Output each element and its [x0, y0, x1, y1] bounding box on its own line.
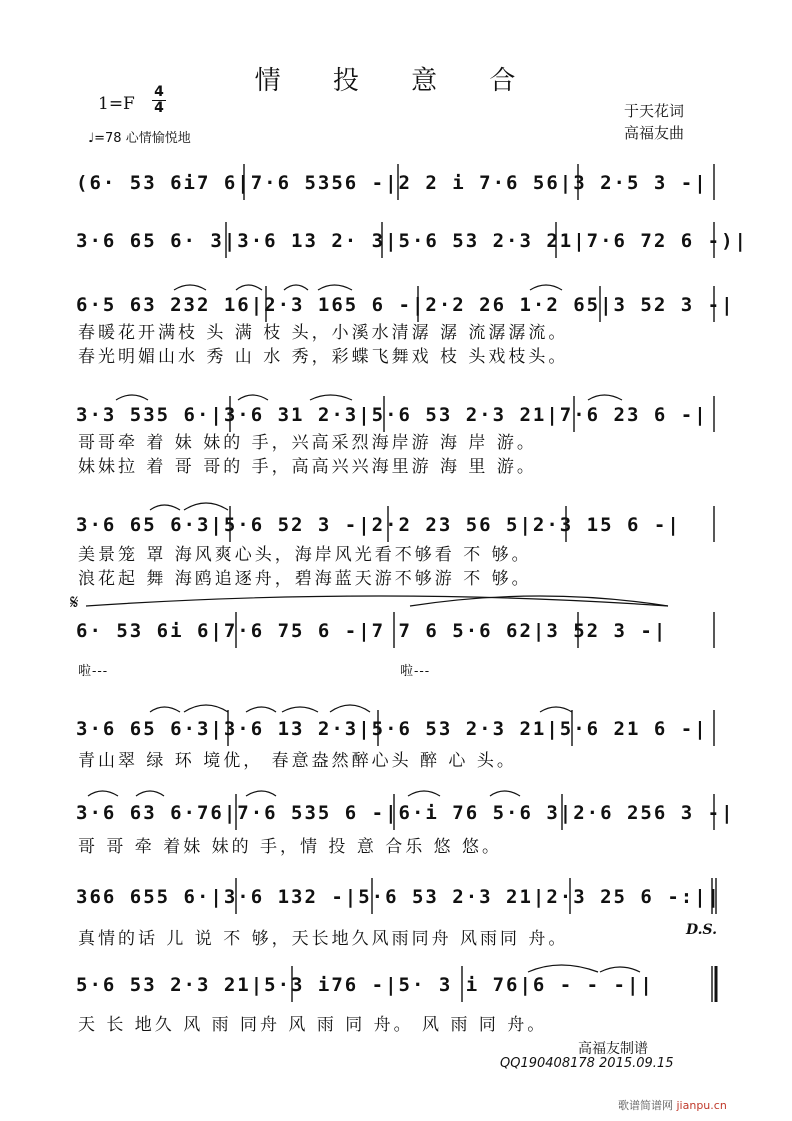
slur [150, 707, 180, 712]
slur [238, 395, 268, 400]
slur [184, 705, 228, 712]
time-signature-bottom: 4 [154, 100, 164, 116]
watermark [618, 1097, 727, 1113]
slur [246, 791, 276, 796]
slur [600, 967, 640, 972]
slur [150, 505, 180, 510]
time-signature-top: 4 [154, 84, 164, 100]
lyric-row-5-verse-1: 美景笼 罩 海风爽心头，海岸风光看不够看 不 够。 [78, 545, 532, 565]
tempo-marking: ♩=78 心情愉悦地 [88, 131, 191, 146]
lyric-row-7: 青山翠 绿 环 境优， 春意盎然醉心头 醉 心 头。 [78, 751, 517, 771]
arranger-credit: 高福友制谱 [578, 1041, 648, 1057]
slur [588, 395, 622, 400]
slur [236, 285, 262, 290]
slur [184, 503, 228, 510]
lyric-row-6-la-1: 啦--- [78, 664, 109, 679]
arranger-id-date: QQ190408178 2015.09.15 [500, 1056, 674, 1071]
lyric-row-9: 真情的话 儿 说 不 够，天长地久风雨同舟 风雨同 舟。 [78, 929, 569, 949]
lyric-row-3-verse-1: 春暖花开满枝 头 满 枝 头，小溪水清潺 潺 流潺潺流。 [78, 323, 569, 343]
slur [318, 285, 352, 290]
notes-row-5: 3·6 65 6·3|5·6 52 3 -|2·2 23 56 5|2·3 15 6 -| [76, 514, 681, 536]
lyric-row-8: 哥 哥 牵 着妹 妹的 手，情 投 意 合乐 悠 悠。 [78, 837, 503, 857]
notes-row-1: (6· 53 6i7 6|7·6 5356 -|2 2 i 7·6 56|3 2·5 3 -| [76, 172, 708, 194]
lyric-row-4-verse-2: 妹妹拉 着 哥 哥的 手，高高兴兴海里游 海 里 游。 [78, 457, 537, 477]
notes-row-6: 6· 53 6i 6|7·6 75 6 -|7 7 6 5·6 62|3 52 3 -| [76, 620, 668, 642]
lyric-row-5-verse-2: 浪花起 舞 海鸥追逐舟，碧海蓝天游不够游 不 够。 [78, 569, 532, 589]
slur [528, 965, 598, 972]
slur [174, 285, 206, 290]
lyric-row-10: 天 长 地久 风 雨 同舟 风 雨 同 舟。 风 雨 同 舟。 [78, 1015, 548, 1035]
song-title: 情 投 意 合 [254, 66, 538, 96]
lyric-row-6-la-2: 啦--- [400, 664, 431, 679]
ds-marker: D.S. [686, 922, 718, 938]
notes-row-10: 5·6 53 2·3 21|5·3 i76 -|5· 3 i 76|6 - - -|| [76, 974, 654, 996]
notes-row-4: 3·3 535 6·|3·6 31 2·3|5·6 53 2·3 21|7·6 23 6 -| [76, 404, 708, 426]
slur [530, 285, 562, 290]
lyricist: 于天花词 [624, 102, 685, 120]
slur [284, 285, 308, 290]
watermark-url: jianpu.cn [676, 1099, 727, 1112]
notes-row-7: 3·6 65 6·3|3·6 13 2·3|5·6 53 2·3 21|5·6 21 6 -| [76, 718, 708, 740]
watermark-site: 歌谱简谱网 [618, 1099, 673, 1112]
key-signature: 1=F [98, 94, 135, 114]
slur [410, 596, 668, 606]
slur [136, 791, 164, 796]
notes-row-9: 366 655 6·|3·6 132 -|5·6 53 2·3 21|2·3 25 6 -:|| [76, 886, 722, 908]
notes-row-3: 6·5 63 232 16|2·3 165 6 -|2·2 26 1·2 65|3 52 3 -| [76, 294, 735, 316]
slur [246, 707, 276, 712]
notes-row-8: 3·6 63 6·76|7·6 535 6 -|6·i 76 5·6 3|2·6 256 3 -| [76, 802, 735, 824]
lyric-row-3-verse-2: 春光明媚山水 秀 山 水 秀，彩蝶飞舞戏 枝 头戏枝头。 [78, 347, 569, 367]
slur [88, 791, 118, 796]
slur [310, 395, 352, 400]
composer: 高福友曲 [624, 124, 685, 142]
slur [408, 791, 440, 796]
slur [540, 707, 572, 712]
lyric-row-4-verse-1: 哥哥牵 着 妹 妹的 手，兴高采烈海岸游 海 岸 游。 [78, 433, 537, 453]
slur [282, 707, 318, 712]
segno-sign: 𝄋 [70, 590, 79, 614]
slur [116, 395, 148, 400]
slur [490, 791, 520, 796]
slur [330, 705, 370, 712]
notes-row-2: 3·6 65 6· 3|3·6 13 2· 3|5·6 53 2·3 21|7·6 72 6 -)| [76, 230, 748, 252]
